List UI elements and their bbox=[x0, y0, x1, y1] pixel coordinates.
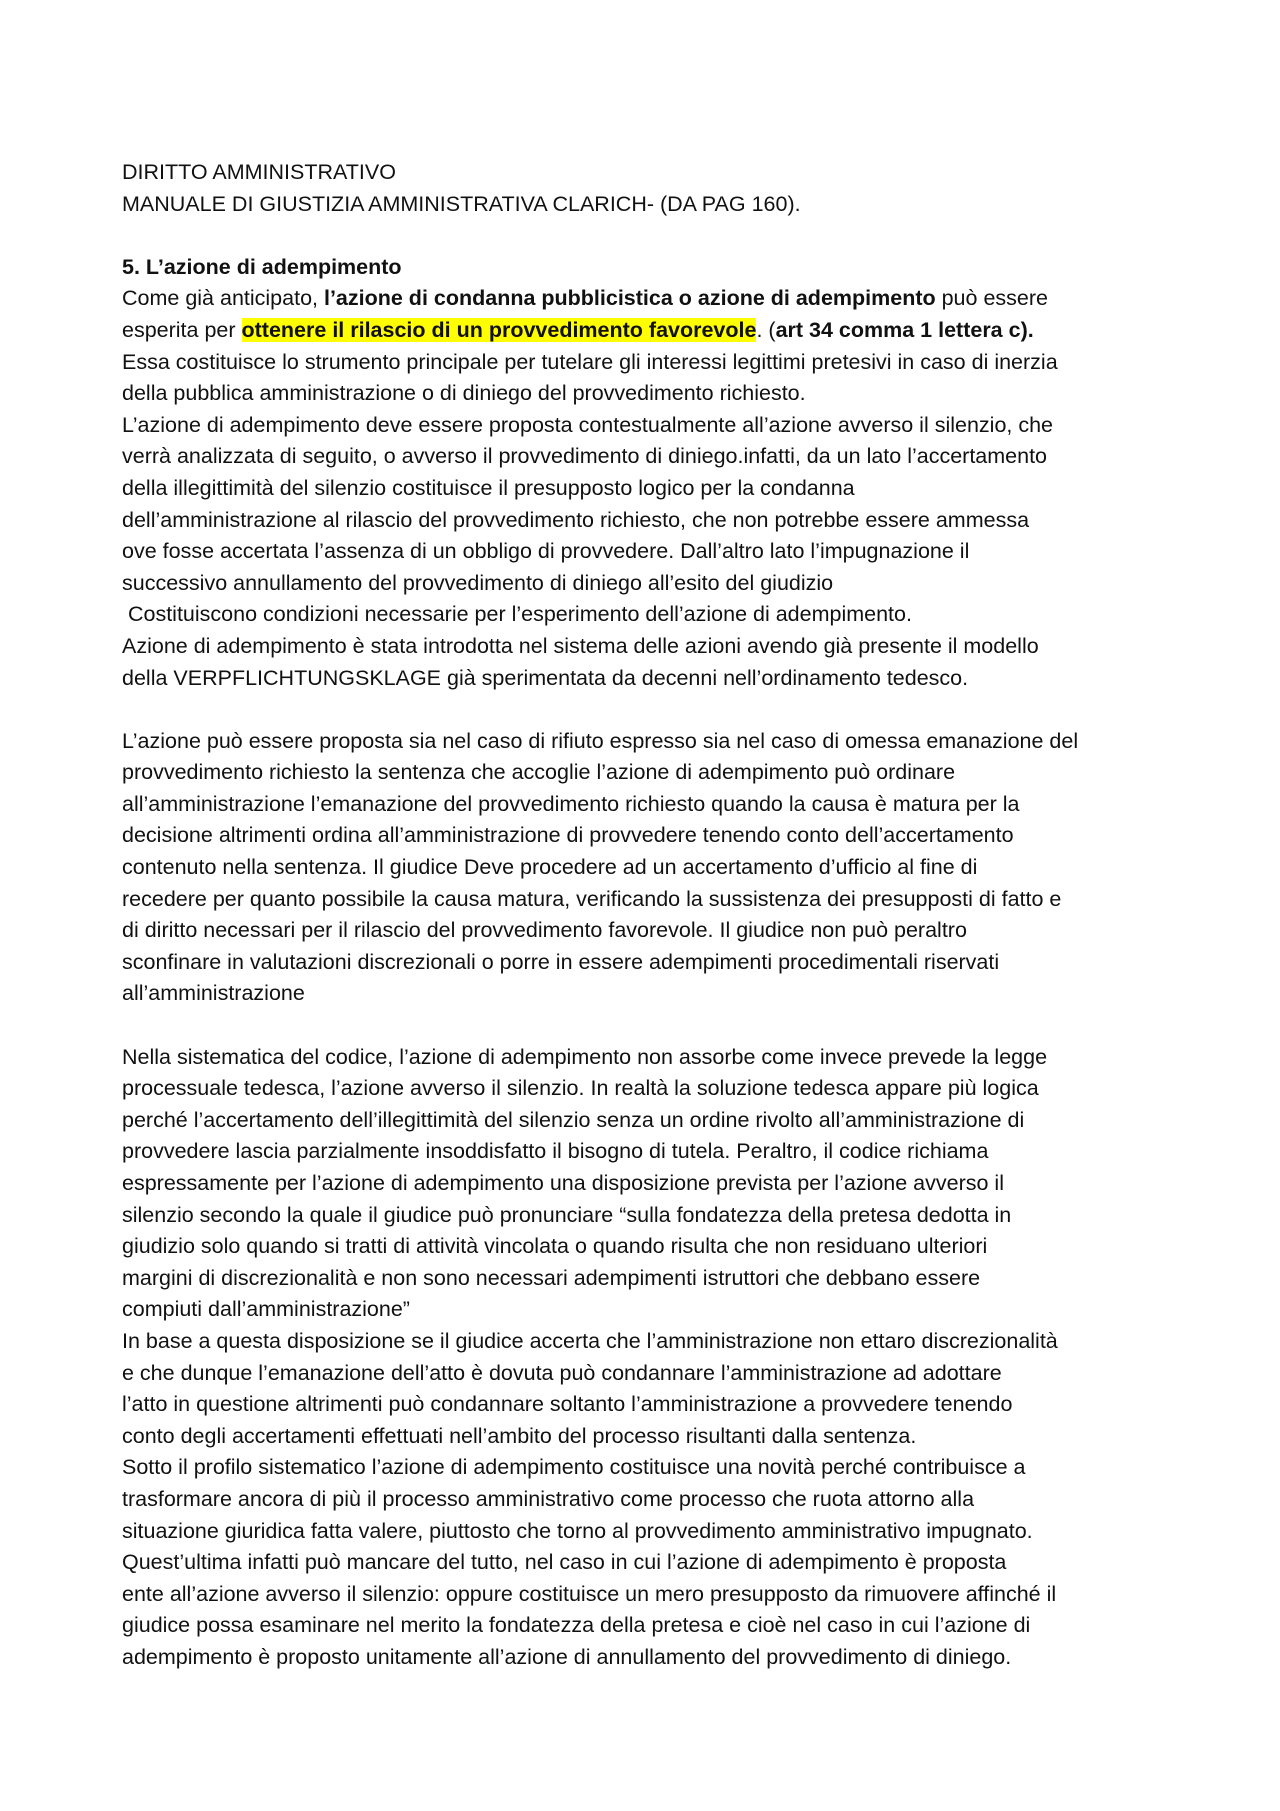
text-line: Quest’ultima infatti può mancare del tutto, nel caso in cui l’azione di adempimento è proposta bbox=[122, 1550, 1007, 1575]
text-line: situazione giuridica fatta valere, piuttosto che torno al provvedimento amministrativo impugnato. bbox=[122, 1518, 1033, 1543]
text-line: all’amministrazione bbox=[122, 981, 305, 1006]
text-line: trasformare ancora di più il processo amministrativo come processo che ruota attorno alla bbox=[122, 1486, 975, 1511]
intro-line-1 bbox=[122, 283, 1172, 315]
text-line: recedere per quanto possibile la causa matura, verificando la sussistenza dei presupposti di fatto e bbox=[122, 886, 1062, 911]
text-line: della pubblica amministrazione o di diniego del provvedimento richiesto. bbox=[122, 381, 806, 406]
text-line: provvedimento richiesto la sentenza che accoglie l’azione di adempimento può ordinare bbox=[122, 760, 956, 785]
intro-text: Come già anticipato, bbox=[122, 286, 324, 311]
header-line: DIRITTO AMMINISTRATIVO bbox=[122, 160, 396, 184]
text-line: della illegittimità del silenzio costituisce il presupposto logico per la condanna bbox=[122, 475, 855, 500]
text-line: decisione altrimenti ordina all’amministrazione di provvedere tenendo conto dell’accertamento bbox=[122, 823, 1014, 848]
intro-line-2 bbox=[122, 315, 1172, 347]
paragraph-block-2 bbox=[122, 726, 1172, 1010]
document-page bbox=[122, 157, 1172, 1674]
section-title: 5. L’azione di adempimento bbox=[122, 254, 402, 279]
text-line: perché l’accertamento dell’illegittimità del silenzio senza un ordine rivolto all’amministrazione di bbox=[122, 1107, 1025, 1132]
text-line: giudizio solo quando si tratti di attività vincolata o quando risulta che non residuano ulteriori bbox=[122, 1234, 988, 1259]
text-line: Sotto il profilo sistematico l’azione di adempimento costituisce una novità perché contribuisce a bbox=[122, 1455, 1026, 1480]
text-line: Essa costituisce lo strumento principale per tutelare gli interessi legittimi pretesivi in caso di inerzia bbox=[122, 349, 1058, 374]
text-line: L’azione di adempimento deve essere proposta contestualmente all’azione avverso il silenzio, che bbox=[122, 412, 1054, 437]
text-line: provvedere lascia parzialmente insoddisfatto il bisogno di tutela. Peraltro, il codice richiama bbox=[122, 1139, 989, 1164]
text-line: all’amministrazione l’emanazione del provvedimento richiesto quando la causa è matura per la bbox=[122, 791, 1020, 816]
document-header bbox=[122, 157, 1172, 220]
text-line: In base a questa disposizione se il giudice accerta che l’amministrazione non ettaro discrezionalità bbox=[122, 1328, 1058, 1353]
blank-line bbox=[122, 694, 1172, 726]
text-line: successivo annullamento del provvedimento di diniego all’esito del giudizio bbox=[122, 570, 834, 595]
intro-bold-phrase: l’azione di condanna pubblicistica o azione di adempimento bbox=[323, 286, 936, 311]
text-line: Costituiscono condizioni necessarie per l’esperimento dell’azione di adempimento. bbox=[122, 602, 912, 627]
text-line: conto degli accertamenti effettuati nell’ambito del processo risultanti dalla sentenza. bbox=[122, 1423, 917, 1448]
article-reference: art 34 comma 1 lettera c). bbox=[775, 317, 1034, 342]
text-line: compiuti dall’amministrazione” bbox=[122, 1297, 410, 1322]
highlighted-phrase: ottenere il rilascio di un provvedimento favorevole bbox=[241, 317, 757, 342]
text-line: dell’amministrazione al rilascio del provvedimento richiesto, che non potrebbe essere ammessa bbox=[122, 507, 1030, 532]
text-line: sconfinare in valutazioni discrezionali o porre in essere adempimenti procedimentali riservati bbox=[122, 949, 1000, 974]
text-line: L’azione può essere proposta sia nel caso di rifiuto espresso sia nel caso di omessa emanazione del bbox=[122, 728, 1079, 753]
text-line: l’atto in questione altrimenti può condannare soltanto l’amministrazione a provvedere tenendo bbox=[122, 1392, 1013, 1417]
text-line: processuale tedesca, l’azione avverso il silenzio. In realtà la soluzione tedesca appare più logica bbox=[122, 1076, 1039, 1101]
text-line: verrà analizzata di seguito, o avverso il provvedimento di diniego.infatti, da un lato l’accertamento bbox=[122, 444, 1048, 469]
text-line: di diritto necessari per il rilascio del provvedimento favorevole. Il giudice non può peraltro bbox=[122, 918, 967, 943]
intro-text: può essere bbox=[935, 286, 1048, 311]
paragraph-block-1 bbox=[122, 347, 1172, 695]
text-line: ente all’azione avverso il silenzio: oppure costituisce un mero presupposto da rimuovere affinché il bbox=[122, 1581, 1057, 1606]
paragraph-block-3 bbox=[122, 1042, 1172, 1674]
blank-line bbox=[122, 220, 1172, 252]
intro-text: . ( bbox=[756, 317, 776, 342]
text-line: ove fosse accertata l’assenza di un obbligo di provvedere. Dall’altro lato l’impugnazione il bbox=[122, 539, 970, 564]
text-line: silenzio secondo la quale il giudice può pronunciare “sulla fondatezza della pretesa dedotta in bbox=[122, 1202, 1012, 1227]
text-line: Azione di adempimento è stata introdotta nel sistema delle azioni avendo già presente il modello bbox=[122, 633, 1039, 658]
header-line: MANUALE DI GIUSTIZIA AMMINISTRATIVA CLARICH- (DA PAG 160). bbox=[122, 191, 801, 216]
text-line: espressamente per l’azione di adempimento una disposizione prevista per l’azione avverso il bbox=[122, 1171, 1004, 1195]
text-line: e che dunque l’emanazione dell’atto è dovuta può condannare l’amministrazione ad adottare bbox=[122, 1360, 1002, 1385]
text-line: della VERPFLICHTUNGSKLAGE già sperimentata da decenni nell’ordinamento tedesco. bbox=[122, 665, 969, 690]
text-line: adempimento è proposto unitamente all’azione di annullamento del provvedimento di diniego. bbox=[122, 1644, 1012, 1669]
intro-text: esperita per bbox=[122, 317, 242, 342]
text-line: margini di discrezionalità e non sono necessari adempimenti istruttori che debbano essere bbox=[122, 1265, 981, 1290]
text-line: Nella sistematica del codice, l’azione di adempimento non assorbe come invece prevede la legge bbox=[122, 1044, 1048, 1069]
text-line: contenuto nella sentenza. Il giudice Deve procedere ad un accertamento d’ufficio al fine di bbox=[122, 855, 978, 880]
blank-line bbox=[122, 1010, 1172, 1042]
text-line: giudice possa esaminare nel merito la fondatezza della pretesa e cioè nel caso in cui l’azione di bbox=[122, 1613, 1031, 1638]
